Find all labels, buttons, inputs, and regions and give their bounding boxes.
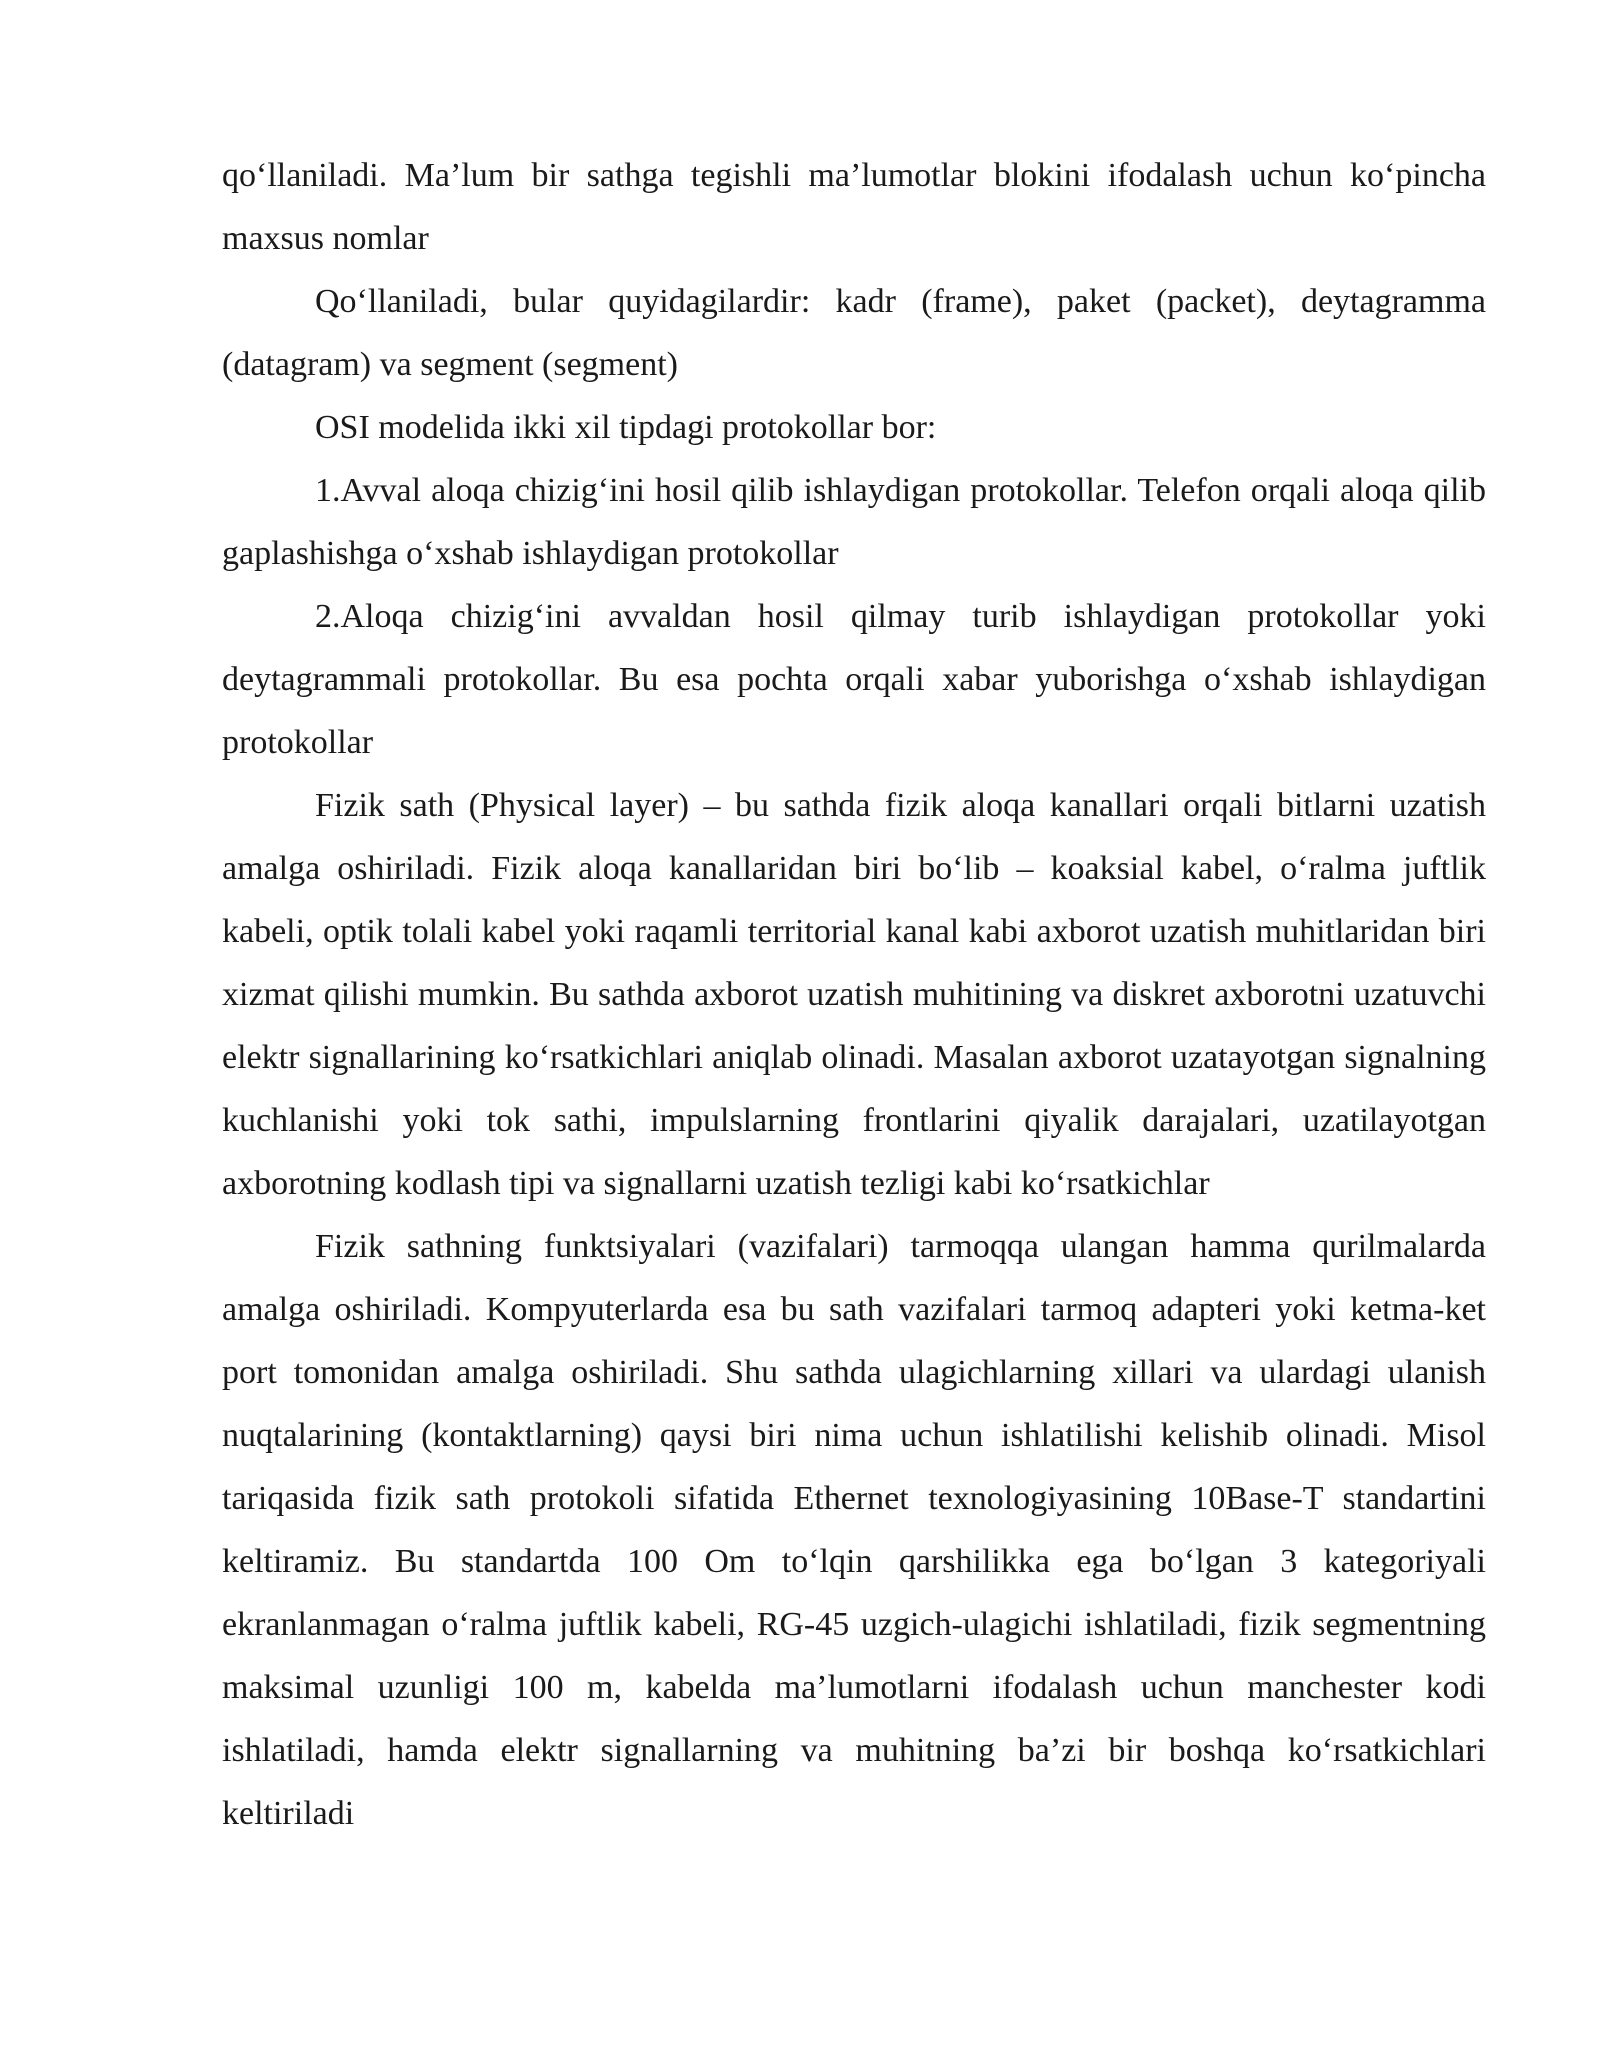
paragraph-connection-oriented: 1.Avval aloqa chizig‘ini hosil qilib ishlaydigan protokollar. Telefon orqali aloqa qilib gaplashishga o‘xshab ishlaydigan protokollar: [222, 472, 1486, 572]
document-page: [222, 144, 1486, 1845]
paragraph-connectionless: 2.Aloqa chizig‘ini avvaldan hosil qilmay turib ishlaydigan protokollar yoki deytagrammali protokollar. Bu esa pochta orqali xabar yuborishga o‘xshab ishlaydigan protokollar: [222, 598, 1486, 761]
paragraph-protocol-types-heading: OSI modelida ikki xil tipdagi protokollar bor:: [315, 409, 937, 446]
paragraph-physical-layer-functions: Fizik sathning funktsiyalari (vazifalari) tarmoqqa ulangan hamma qurilmalarda amalga oshiriladi. Kompyuterlarda esa bu sath vazifalari tarmoq adapteri yoki ketma-ket port tomonidan amalga oshiriladi. Shu sathda ulagichlarning xillari va ulardagi ulanish nuqtalarining (kontaktlarning) qaysi biri nima uchun ishlatilishi kelishib olinadi. Misol tariqasida fizik sath protokoli sifatida Ethernet texnologiyasining 10Base-T standartini keltiramiz. Bu standartda 100 Om to‘lqin qarshilikka ega bo‘lgan 3 kategoriyali ekranlanmagan o‘ralma juftlik kabeli, RG-45 uzgich-ulagichi ishlatiladi, fizik segmentning maksimal uzunligi 100 m, kabelda ma’lumotlarni ifodalash uchun manchester kodi ishlatiladi, hamda elektr signallarning va muhitning ba’zi bir boshqa ko‘rsatkichlari keltiriladi: [222, 1228, 1486, 1832]
paragraph-continued-intro: qo‘llaniladi. Ma’lum bir sathga tegishli ma’lumotlar blokini ifodalash uchun ko‘pincha maxsus nomlar: [222, 157, 1486, 257]
paragraph-physical-layer: Fizik sath (Physical layer) – bu sathda fizik aloqa kanallari orqali bitlarni uzatish amalga oshiriladi. Fizik aloqa kanallaridan biri bo‘lib – koaksial kabel, o‘ralma juftlik kabeli, optik tolali kabel yoki raqamli territorial kanal kabi axborot uzatish muhitlaridan biri xizmat qilishi mumkin. Bu sathda axborot uzatish muhitining va diskret axborotni uzatuvchi elektr signallarining ko‘rsatkichlari aniqlab olinadi. Masalan axborot uzatayotgan signalning kuchlanishi yoki tok sathi, impulslarning frontlarini qiyalik darajalari, uzatilayotgan axborotning kodlash tipi va signallarni uzatish tezligi kabi ko‘rsatkichlar: [222, 787, 1486, 1202]
paragraph-data-unit-names: Qo‘llaniladi, bular quyidagilardir: kadr (frame), paket (packet), deytagramma (datagram) va segment (segment): [222, 283, 1486, 383]
